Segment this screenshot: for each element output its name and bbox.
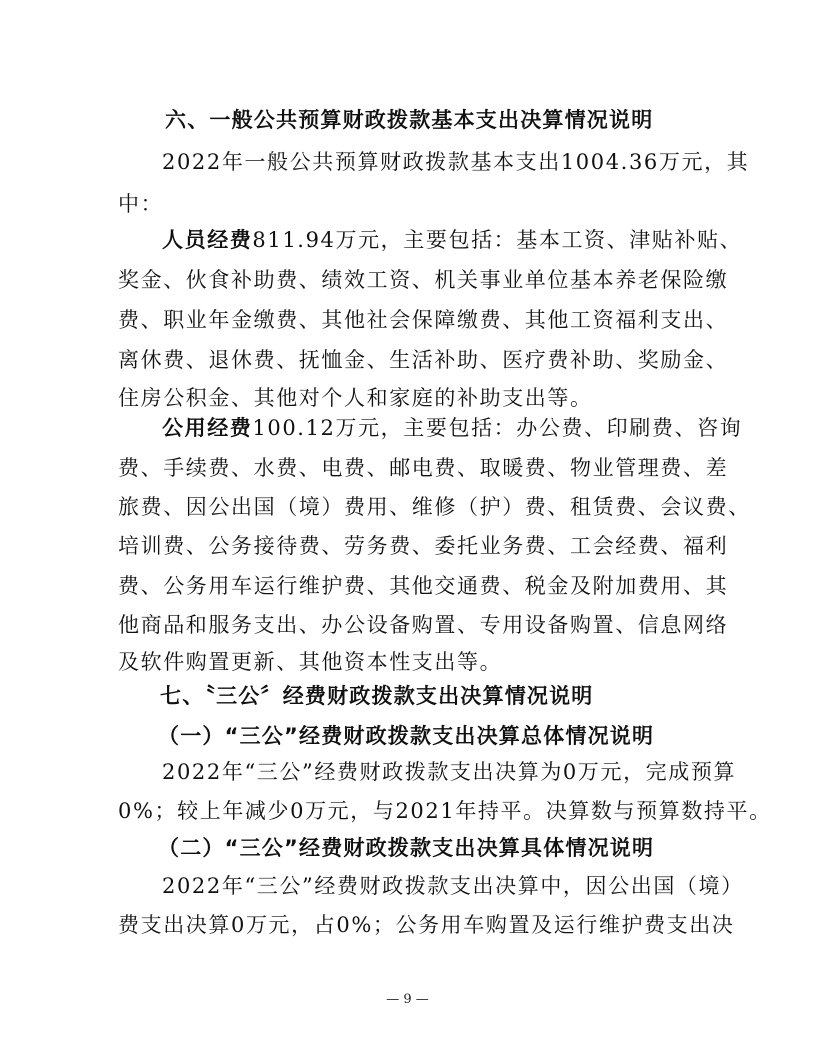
section7-heading: 七、〝三公〞经费财政拨款支出决算情况说明 [160,684,594,708]
public-paragraph-line1 [162,414,744,442]
public-paragraph-line3: 旅费、因公出国（境）费用、维修（护）费、租赁费、会议费、 [118,495,751,519]
personnel-paragraph-line2: 奖金、伙食补助费、绩效工资、机关事业单位基本养老保险缴 [118,268,729,292]
personnel-paragraph-line1 [162,226,744,254]
page-number: — 9 — [386,992,429,1007]
public-paragraph-line6: 他商品和服务支出、办公设备购置、专用设备购置、信息网络 [118,613,729,637]
section7-sub1-heading: （一）“三公”经费财政拨款支出决算总体情况说明 [158,724,655,748]
section6-heading: 六、一般公共预算财政拨款基本支出决算情况说明 [165,108,654,132]
section6-intro-line1: 2022年一般公共预算财政拨款基本支出1004.36万元，其 [162,150,750,174]
public-paragraph-line5: 费、公务用车运行维护费、其他交通费、税金及附加费用、其 [118,574,729,598]
section7-sub1-line1: 2022年“三公”经费财政拨款支出决算为0万元，完成预算 [162,760,737,784]
section7-sub2-line1: 2022年“三公”经费财政拨款支出决算中，因公出国（境） [162,874,744,898]
personnel-line1-rest: 811.94万元，主要包括：基本工资、津贴补贴、 [252,228,743,252]
personnel-paragraph-line4: 离休费、退休费、抚恤金、生活补助、医疗费补助、奖励金、 [118,348,729,372]
personnel-paragraph-line5: 住房公积金、其他对个人和家庭的补助支出等。 [118,386,593,410]
personnel-paragraph-line3: 费、职业年金缴费、其他社会保障缴费、其他工资福利支出、 [118,308,729,332]
section7-sub2-heading: （二）“三公”经费财政拨款支出决算具体情况说明 [158,836,655,860]
personnel-label: 人员经费 [162,228,253,252]
public-line1-rest: 100.12万元，主要包括：办公费、印刷费、咨询 [252,416,743,440]
section7-sub2-line2: 费支出决算0万元，占0%；公务用车购置及运行维护费支出决 [118,913,735,937]
section6-intro-line2: 中： [118,192,164,216]
section7-sub1-line2: 0%；较上年减少0万元，与2021年持平。决算数与预算数持平。 [118,799,772,823]
public-label: 公用经费 [162,416,253,440]
public-paragraph-line2: 费、手续费、水费、电费、邮电费、取暖费、物业管理费、差 [118,456,729,480]
public-paragraph-line4: 培训费、公务接待费、劳务费、委托业务费、工会经费、福利 [118,534,729,558]
public-paragraph-line7: 及软件购置更新、其他资本性支出等。 [118,650,503,674]
